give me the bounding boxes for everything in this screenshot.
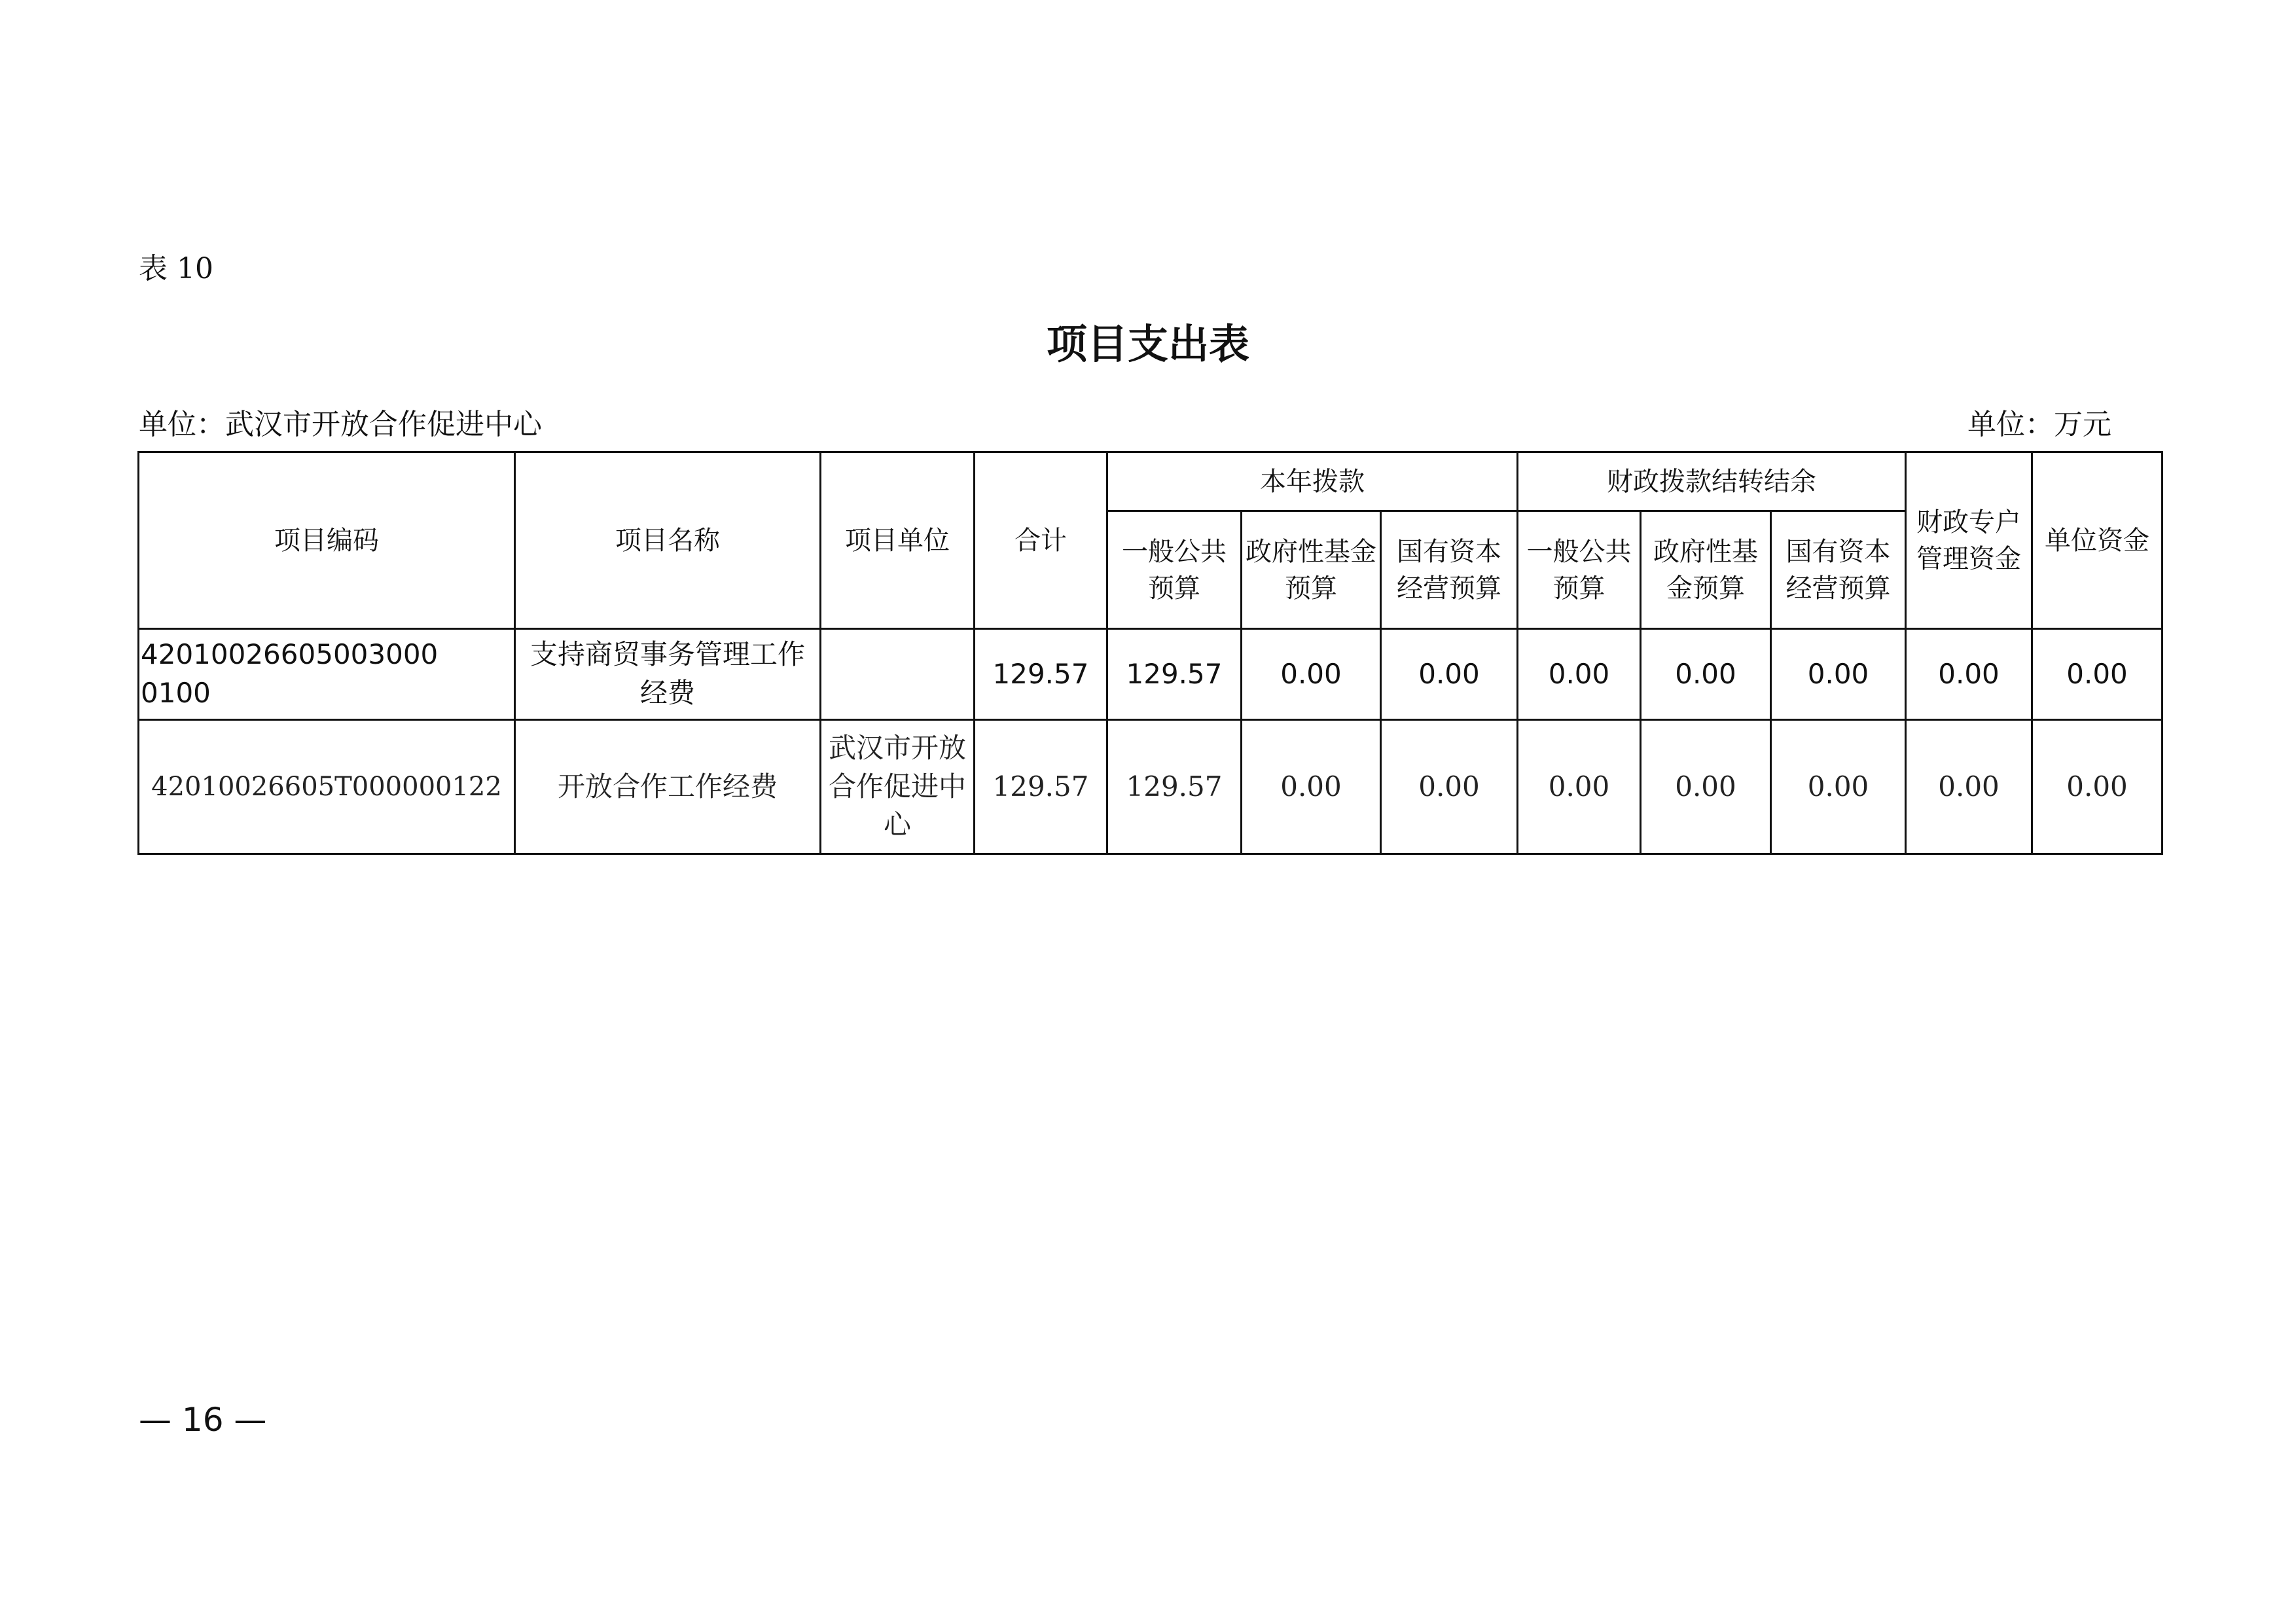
value-cell: 0.00 <box>1771 720 1906 854</box>
project-code-cell: 42010026605003000 0100 <box>139 629 515 720</box>
header-row-1 <box>139 452 2162 511</box>
document-title: 项目支出表 <box>1046 320 1249 368</box>
table-number: 表 10 <box>139 252 213 285</box>
total-cell: 129.57 <box>975 720 1107 854</box>
value-cell: 0.00 <box>1641 629 1771 720</box>
subheader-government-fund-budget: 政府性基金预算 <box>1242 511 1381 629</box>
header-special-account-funds: 财政专户管理资金 <box>1906 452 2032 629</box>
value-cell: 0.00 <box>1381 720 1518 854</box>
value-cell: 0.00 <box>1518 720 1641 854</box>
project-code-cell: 42010026605T000000122 <box>139 720 515 854</box>
header-project-code: 项目编码 <box>139 452 515 629</box>
subheader-general-public-budget: 一般公共预算 <box>1518 511 1641 629</box>
organization-unit: 单位：武汉市开放合作促进中心 <box>139 408 542 441</box>
value-cell: 0.00 <box>2032 720 2162 854</box>
value-cell: 0.00 <box>1771 629 1906 720</box>
header-project-name: 项目名称 <box>515 452 821 629</box>
value-cell: 0.00 <box>1381 629 1518 720</box>
project-unit-cell: 武汉市开放合作促进中心 <box>821 720 975 854</box>
value-cell: 0.00 <box>1906 720 2032 854</box>
header-own-funds: 单位资金 <box>2032 452 2162 629</box>
value-cell: 0.00 <box>1906 629 2032 720</box>
header-total: 合计 <box>975 452 1107 629</box>
subheader-government-fund-budget: 政府性基金预算 <box>1641 511 1771 629</box>
project-unit-cell <box>821 629 975 720</box>
total-cell: 129.57 <box>975 629 1107 720</box>
page-number: — 16 — <box>139 1401 267 1439</box>
value-cell: 0.00 <box>1518 629 1641 720</box>
header-project-unit: 项目单位 <box>821 452 975 629</box>
value-cell: 0.00 <box>1641 720 1771 854</box>
project-name-cell: 开放合作工作经费 <box>515 720 821 854</box>
currency-unit: 单位：万元 <box>1967 408 2111 441</box>
table-row <box>139 720 2162 854</box>
table-row <box>139 629 2162 720</box>
subheader-state-capital-budget: 国有资本经营预算 <box>1381 511 1518 629</box>
value-cell: 129.57 <box>1107 629 1242 720</box>
project-name-cell: 支持商贸事务管理工作经费 <box>515 629 821 720</box>
header-current-year-allocation: 本年拨款 <box>1107 452 1518 511</box>
subheader-general-public-budget: 一般公共预算 <box>1107 511 1242 629</box>
header-carryover-balance: 财政拨款结转结余 <box>1518 452 1906 511</box>
project-expenditure-table <box>137 451 2163 855</box>
value-cell: 0.00 <box>1242 629 1381 720</box>
value-cell: 0.00 <box>2032 629 2162 720</box>
value-cell: 0.00 <box>1242 720 1381 854</box>
subheader-state-capital-budget: 国有资本经营预算 <box>1771 511 1906 629</box>
value-cell: 129.57 <box>1107 720 1242 854</box>
